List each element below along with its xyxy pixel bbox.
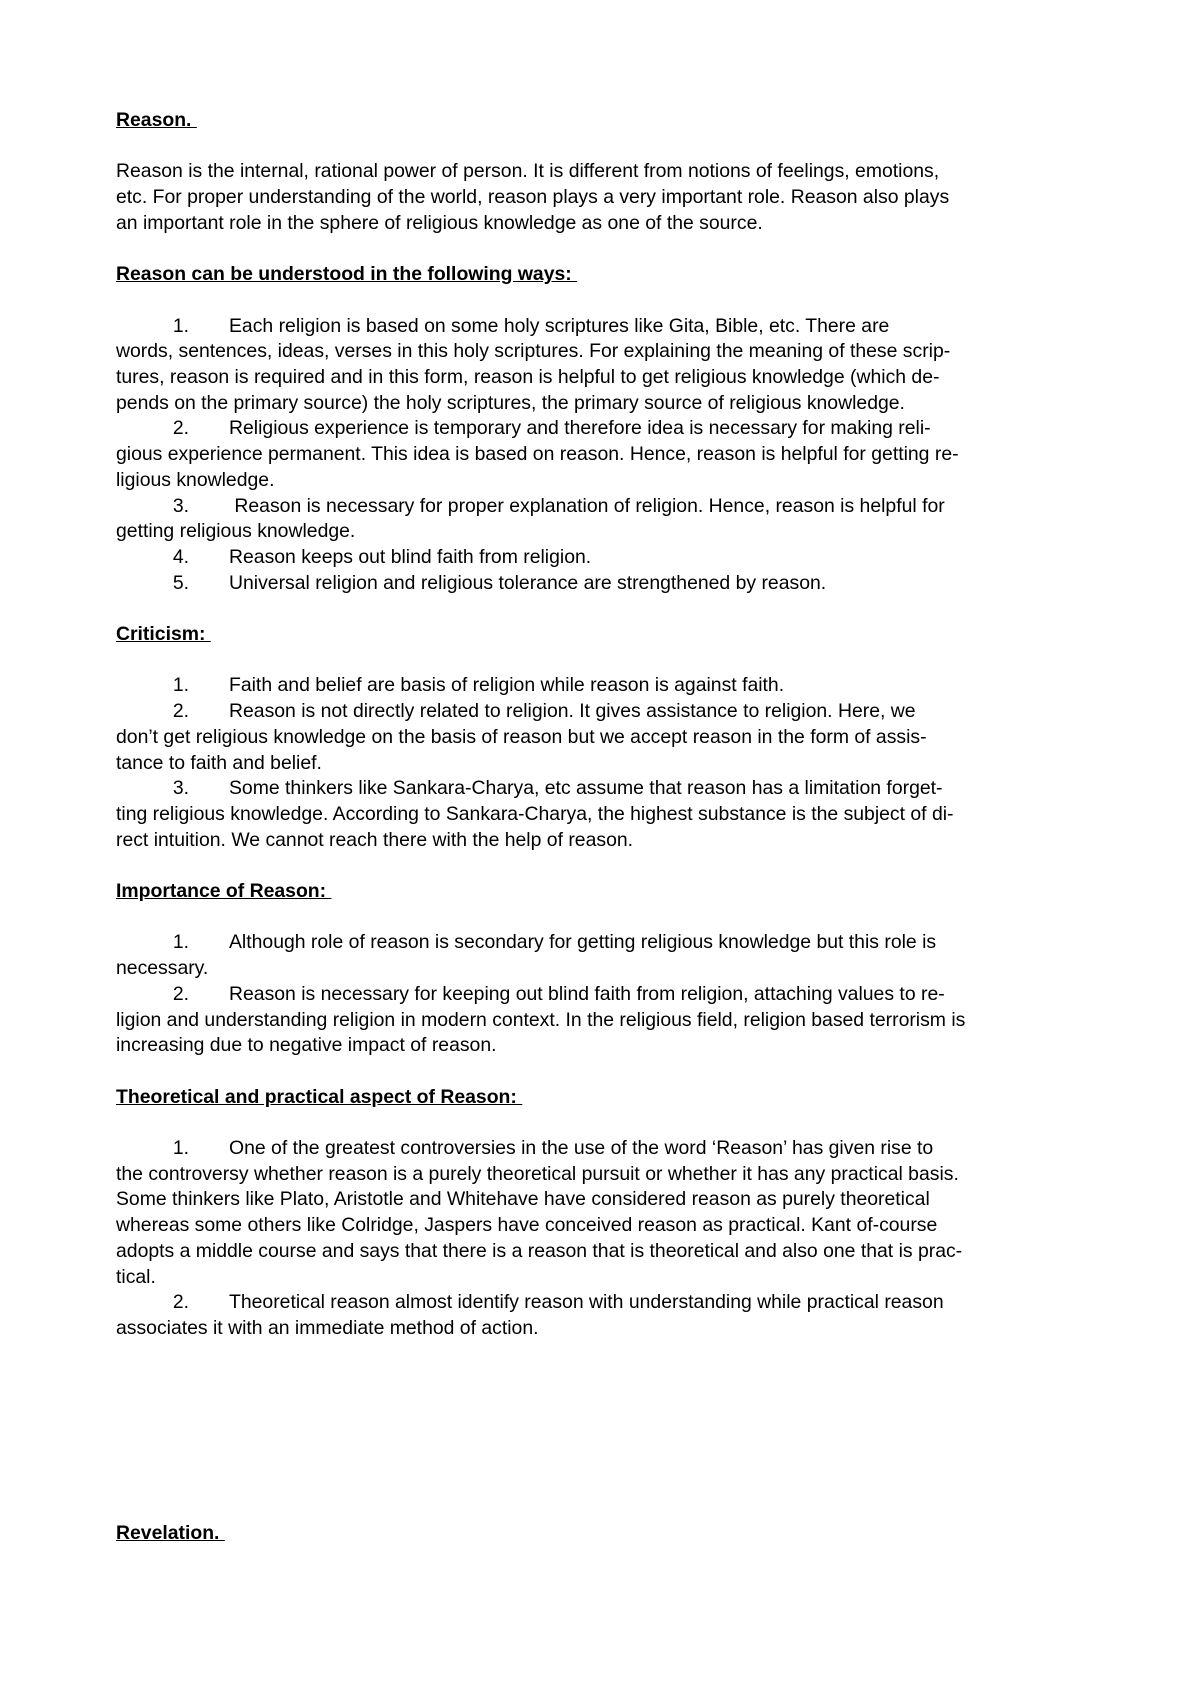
text-line: [116, 1187, 1100, 1213]
list-item: [116, 1136, 1100, 1290]
list-number: 2.: [172, 982, 189, 1005]
line-text: associates it with an immediate method of action.: [116, 1316, 539, 1339]
text-line: etc. For proper understanding of the world, reason plays a very important role. Reason also plays: [116, 186, 950, 209]
text-line: [116, 699, 1100, 725]
list-number: 2.: [172, 417, 189, 440]
line-text: ligion and understanding religion in modern context. In the religious field, religion based terrorism is: [116, 1008, 966, 1031]
text-line: [116, 1213, 1100, 1239]
line-text: tical.: [116, 1265, 156, 1288]
text-line: [116, 725, 1100, 751]
list-item: [116, 673, 1100, 699]
spacer: [116, 288, 1100, 314]
list-item: [116, 571, 1100, 597]
text-line: [116, 982, 1100, 1008]
list-number: 2.: [172, 700, 189, 723]
text-line: [116, 416, 1100, 442]
line-text: words, sentences, ideas, verses in this holy scriptures. For explaining the meaning of these scrip-: [116, 340, 951, 363]
text-line: [116, 519, 1100, 545]
text-line: [116, 391, 1100, 417]
spacer: [116, 237, 1100, 263]
text-line: [116, 1162, 1100, 1188]
line-text: don’t get religious knowledge on the basis of reason but we accept reason in the form of assis-: [116, 725, 927, 748]
line-text: Religious experience is temporary and therefore idea is necessary for making reli-: [229, 417, 931, 440]
line-text: the controversy whether reason is a purely theoretical pursuit or whether it has any practical basis.: [116, 1162, 959, 1185]
line-text: Reason is not directly related to religion. It gives assistance to religion. Here, we: [229, 700, 916, 723]
line-text: Some thinkers like Sankara-Charya, etc assume that reason has a limitation forget-: [229, 777, 943, 800]
line-text: pends on the primary source) the holy scriptures, the primary source of religious knowledge.: [116, 391, 905, 414]
spacer: [116, 1059, 1100, 1085]
list-number: 3.: [172, 777, 189, 800]
text-line: [116, 776, 1100, 802]
list-number: 1.: [172, 1136, 189, 1159]
text-line: [116, 1316, 1100, 1342]
line-text: necessary.: [116, 957, 209, 980]
line-text: Each religion is based on some holy scriptures like Gita, Bible, etc. There are: [229, 314, 890, 337]
list-number: 1.: [172, 931, 189, 954]
text-line: [116, 545, 1100, 571]
spacer: [116, 596, 1100, 622]
list-item: [116, 982, 1100, 1059]
section-heading: Importance of Reason:: [116, 880, 332, 902]
text-line: Reason is the internal, rational power of person. It is different from notions of feelings, emotions,: [116, 160, 940, 183]
list-item: [116, 930, 1100, 981]
line-text: ligious knowledge.: [116, 468, 275, 491]
spacer: [116, 648, 1100, 674]
document-page: [116, 108, 1100, 1547]
section-heading: Theoretical and practical aspect of Reason:: [116, 1085, 523, 1108]
text-line: [116, 956, 1100, 982]
text-line: [116, 571, 1100, 597]
blank-space: [116, 1367, 1100, 1521]
line-text: Reason is necessary for proper explanation of religion. Hence, reason is helpful for: [229, 494, 945, 517]
numbered-list: [116, 314, 1100, 597]
section-heading: Criticism:: [116, 623, 211, 645]
document-content: [116, 108, 1100, 1367]
text-line: [116, 468, 1100, 494]
section-heading: Reason can be understood in the following ways:: [116, 263, 578, 286]
line-text: adopts a middle course and says that there is a reason that is theoretical and also one that is prac-: [116, 1239, 963, 1262]
text-line: [116, 494, 1100, 520]
line-text: Reason keeps out blind faith from religion.: [229, 545, 592, 568]
text-line: [116, 1033, 1100, 1059]
list-item: [116, 1290, 1100, 1341]
list-number: 1.: [172, 314, 189, 337]
text-line: [116, 802, 1100, 828]
list-item: [116, 699, 1100, 776]
text-line: [116, 930, 1100, 956]
line-text: rect intuition. We cannot reach there with the help of reason.: [116, 828, 634, 851]
line-text: getting religious knowledge.: [116, 520, 356, 543]
text-line: [116, 442, 1100, 468]
line-text: Reason is necessary for keeping out blind faith from religion, attaching values to re-: [229, 982, 945, 1005]
list-number: 4.: [172, 545, 189, 568]
text-line: [116, 1136, 1100, 1162]
text-line: [116, 828, 1100, 854]
list-item: [116, 545, 1100, 571]
text-line: an important role in the sphere of religious knowledge as one of the source.: [116, 211, 763, 234]
text-line: [116, 751, 1100, 777]
text-line: [116, 673, 1100, 699]
spacer: [116, 1110, 1100, 1136]
text-line: [116, 314, 1100, 340]
line-text: gious experience permanent. This idea is based on reason. Hence, reason is helpful for getting re-: [116, 443, 959, 466]
line-text: One of the greatest controversies in the use of the word ‘Reason’ has given rise to: [229, 1136, 934, 1159]
text-line: [116, 1265, 1100, 1291]
section-heading: Reason.: [116, 109, 197, 131]
line-text: ting religious knowledge. According to Sankara-Charya, the highest substance is the subject of di-: [116, 802, 954, 825]
list-number: 2.: [172, 1291, 189, 1314]
line-text: Some thinkers like Plato, Aristotle and Whitehave have considered reason as purely theoretical: [116, 1188, 930, 1211]
spacer: [116, 853, 1100, 879]
list-item: [116, 494, 1100, 545]
text-line: [116, 1290, 1100, 1316]
text-line: [116, 339, 1100, 365]
intro-paragraph: [116, 159, 1100, 236]
line-text: Theoretical reason almost identify reason with understanding while practical reason: [229, 1291, 944, 1314]
list-item: [116, 416, 1100, 493]
list-item: [116, 314, 1100, 417]
list-item: [116, 776, 1100, 853]
line-text: tures, reason is required and in this form, reason is helpful to get religious knowledge (which de-: [116, 365, 940, 388]
text-line: [116, 1008, 1100, 1034]
numbered-list: [116, 1136, 1100, 1342]
line-text: whereas some others like Colridge, Jaspers have conceived reason as practical. Kant of-course: [116, 1214, 938, 1237]
list-number: 1.: [172, 674, 189, 697]
spacer: [116, 1342, 1100, 1368]
line-text: Universal religion and religious tolerance are strengthened by reason.: [229, 571, 827, 594]
line-text: increasing due to negative impact of reason.: [116, 1034, 497, 1057]
text-line: [116, 1239, 1100, 1265]
line-text: Although role of reason is secondary for getting religious knowledge but this role is: [229, 931, 937, 954]
list-number: 5.: [172, 571, 189, 594]
text-line: [116, 365, 1100, 391]
numbered-list: [116, 930, 1100, 1059]
line-text: tance to faith and belief.: [116, 751, 322, 774]
spacer: [116, 905, 1100, 931]
numbered-list: [116, 673, 1100, 853]
list-number: 3.: [172, 494, 189, 517]
spacer: [116, 134, 1100, 160]
line-text: Faith and belief are basis of religion while reason is against faith.: [229, 674, 785, 697]
revelation-heading: Revelation.: [116, 1522, 225, 1545]
